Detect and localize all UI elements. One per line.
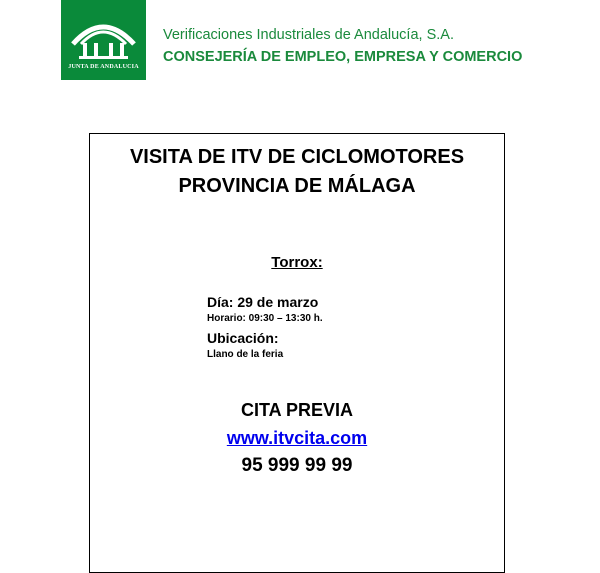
- department-name: CONSEJERÍA DE EMPLEO, EMPRESA Y COMERCIO: [163, 49, 523, 65]
- appointment-heading: CITA PREVIA: [240, 400, 353, 420]
- notice-subtitle: PROVINCIA DE MÁLAGA: [178, 175, 416, 197]
- phone-number: 95 999 99 99: [241, 455, 353, 476]
- town-heading: Torrox:: [271, 254, 323, 271]
- visit-hours: Horario: 09:30 – 13:30 h.: [207, 313, 323, 324]
- logo-label: JUNTA DE ANDALUCIA: [68, 64, 139, 70]
- notice-box: [89, 133, 505, 573]
- location-value: Llano de la feria: [207, 349, 284, 360]
- website-link[interactable]: www.itvcita.com: [226, 428, 368, 448]
- notice-title: VISITA DE ITV DE CICLOMOTORES: [129, 146, 465, 168]
- visit-details: [207, 294, 323, 360]
- visit-date: Día: 29 de marzo: [207, 294, 319, 310]
- org-name: Verificaciones Industriales de Andalucía, S.A.: [163, 27, 454, 43]
- location-label: Ubicación:: [207, 330, 279, 346]
- junta-de-andalucia-logo: [61, 0, 146, 80]
